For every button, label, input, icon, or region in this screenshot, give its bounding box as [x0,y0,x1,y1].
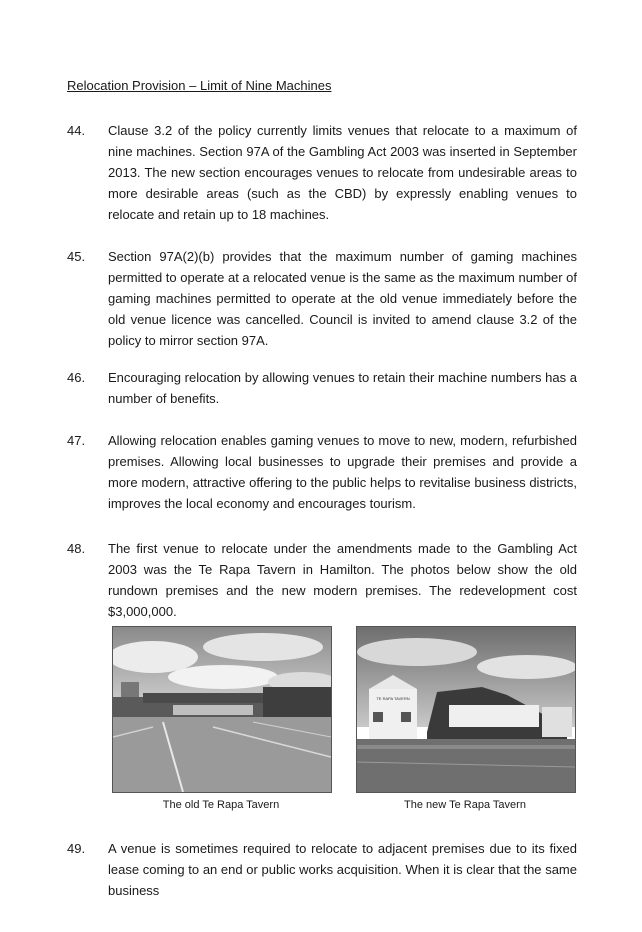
paragraph-45 [67,246,577,351]
paragraph-number: 47. [67,433,86,448]
new-tavern-caption: The new Te Rapa Tavern [404,799,526,811]
paragraph-number: 49. [67,841,86,856]
paragraph-44 [67,120,577,225]
section-heading: Relocation Provision – Limit of Nine Machines [67,78,332,93]
paragraph-text: A venue is sometimes required to relocate to adjacent premises due to its fixed lease coming to an end or public works acquisition. When it is clear that the same business [108,841,577,898]
paragraph-text: The first venue to relocate under the amendments made to the Gambling Act 2003 was the Te Rapa Tavern in Hamilton. The photos below show the old rundown premises and the new modern premises. The redevelopment cost $3,000,000. [108,541,577,619]
paragraph-text: Encouraging relocation by allowing venues to retain their machine numbers has a number of benefits. [108,370,577,406]
old-tavern-image [113,627,331,792]
new-tavern-photo [356,626,576,793]
paragraph-number: 46. [67,370,86,385]
paragraph-text: Section 97A(2)(b) provides that the maximum number of gaming machines permitted to operate at a relocated venue is the same as the maximum number of gaming machines permitted to operate at the old venue immediately before the old venue licence was cancelled. Council is invited to amend clause 3.2 of the policy to mirror section 97A. [108,249,577,348]
paragraph-46 [67,367,577,409]
old-tavern-caption: The old Te Rapa Tavern [162,799,280,811]
old-tavern-photo [112,626,332,793]
paragraph-text: Clause 3.2 of the policy currently limits venues that relocate to a maximum of nine machines. Section 97A of the Gambling Act 2003 was inserted in September 2013. The new section encourages venues to relocate from undesirable areas to more desirable areas (such as the CBD) by expressly enabling venues to relocate and retain up to 18 machines. [108,123,577,222]
paragraph-48 [67,538,577,622]
tavern-sign-icon: TE RAPA TAVERN [376,696,410,701]
paragraph-number: 44. [67,123,86,138]
paragraph-number: 48. [67,541,86,556]
paragraph-number: 45. [67,249,86,264]
paragraph-49 [67,838,577,901]
paragraph-text: Allowing relocation enables gaming venues to move to new, modern, refurbished premises. Allowing local businesses to upgrade their premises and provide a more modern, attractive offering to the public helps to revitalise business districts, improves the local economy and encourages tourism. [108,433,577,511]
new-tavern-image [357,627,575,792]
paragraph-47 [67,430,577,514]
